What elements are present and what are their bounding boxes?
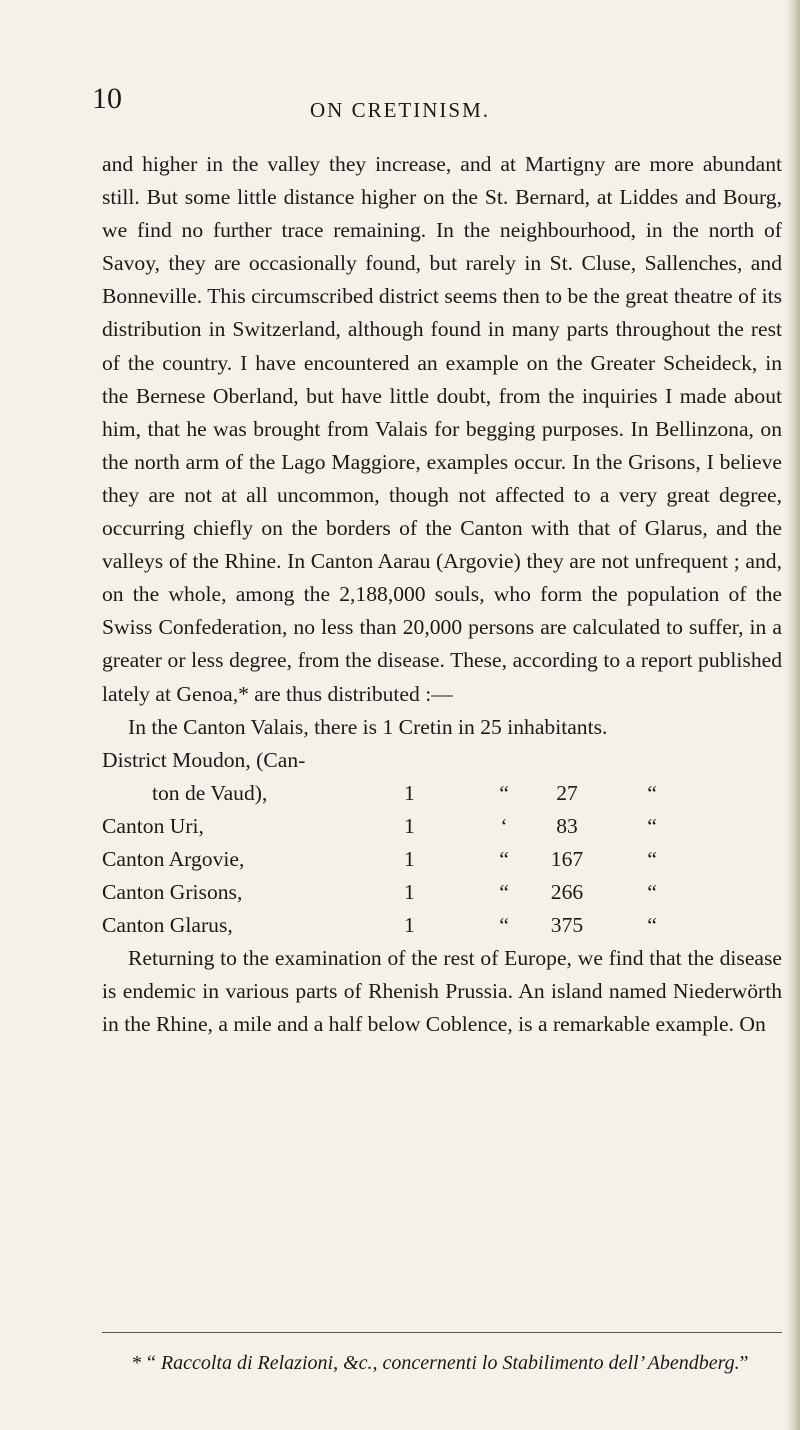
district-name: Canton Argovie, [102, 846, 245, 871]
footnote-title: Raccolta di Relazioni, &c., concernenti lo Stabilimento dell’ Abendberg. [160, 1352, 740, 1374]
ditto-mark: “ [647, 880, 657, 905]
table-row [102, 744, 702, 777]
footnote-divider [102, 1332, 782, 1333]
ditto-mark: ‘ [500, 813, 508, 838]
ratio-value: 1 [404, 780, 415, 805]
ditto-mark: “ [499, 846, 509, 871]
district-name: Canton Grisons, [102, 880, 243, 905]
table-row [102, 810, 702, 843]
page-number: 10 [92, 82, 122, 115]
district-name: ton de Vaud), [152, 780, 268, 805]
inhabitants-count: 266 [550, 880, 584, 905]
paragraph-2: Returning to the examination of the rest of Europe, we find that the disease is endemic in various parts of Rhenish Prussia. An island named Niederwörth in the Rhine, a mile and a half below Coblence, is a remarkable example. On [102, 946, 782, 1037]
inhabitants-count: 375 [550, 913, 584, 938]
footnote-close-quote: ” [739, 1352, 749, 1374]
district-name: Canton Uri, [102, 813, 204, 838]
ditto-mark: “ [499, 880, 509, 905]
ditto-mark: “ [647, 813, 657, 838]
ratio-value: 1 [404, 880, 415, 905]
footnote [102, 1348, 782, 1378]
inhabitants-count: 83 [556, 813, 578, 838]
ditto-mark: “ [647, 913, 657, 938]
table-row [102, 909, 702, 942]
running-title: ON CRETINISM. [309, 98, 490, 122]
ditto-mark: “ [499, 780, 509, 805]
cretin-distribution-table [102, 744, 702, 943]
ratio-value: 1 [404, 846, 415, 871]
main-text [102, 148, 782, 1042]
ditto-mark: “ [647, 780, 657, 805]
ditto-mark: “ [499, 913, 509, 938]
ratio-value: 1 [404, 813, 415, 838]
ratio-value: 1 [404, 913, 415, 938]
paragraph-1: and higher in the valley they increase, and at Martigny are more abundant still. But some little distance higher on the St. Bernard, at Liddes and Bourg, we find no further trace remaining. In the neighbourhood, in the north of Savoy, they are occasionally found, but rarely in St. Cluse, Sallenches, and Bonneville. This circumscribed district seems then to be the great theatre of its distribution in Switzerland, although found in many parts throughout the rest of the country. I have encountered an example on the Greater Scheideck, in the Bernese Oberland, but have little doubt, from the inquiries I made about him, that he was brought from Valais for begging purposes. In Bellinzona, on the north arm of the Lago Maggiore, examples occur. In the Grisons, I believe they are not at all uncommon, though not affected to a very great degree, occurring chiefly on the borders of the Canton with that of Glarus, and the valleys of the Rhine. In Canton Aarau (Argovie) they are not unfrequent ; and, on the whole, among the 2,188,000 souls, who form the population of the Swiss Confederation, no less than 20,000 persons are calculated to suffer, in a greater or less degree, from the disease. These, according to a report published lately at Genoa,* are thus distributed :— [102, 152, 782, 706]
table-row [102, 876, 702, 909]
table-row [102, 843, 702, 876]
district-name: District Moudon, (Can- [102, 747, 306, 772]
footnote-marker: * “ [132, 1352, 156, 1374]
table-row [102, 777, 702, 810]
table-intro: In the Canton Valais, there is 1 Cretin in 25 inhabitants. [128, 714, 608, 739]
page-edge-shadow [786, 0, 800, 1430]
ditto-mark: “ [647, 846, 657, 871]
inhabitants-count: 27 [556, 780, 578, 805]
inhabitants-count: 167 [550, 846, 584, 871]
district-name: Canton Glarus, [102, 913, 233, 938]
